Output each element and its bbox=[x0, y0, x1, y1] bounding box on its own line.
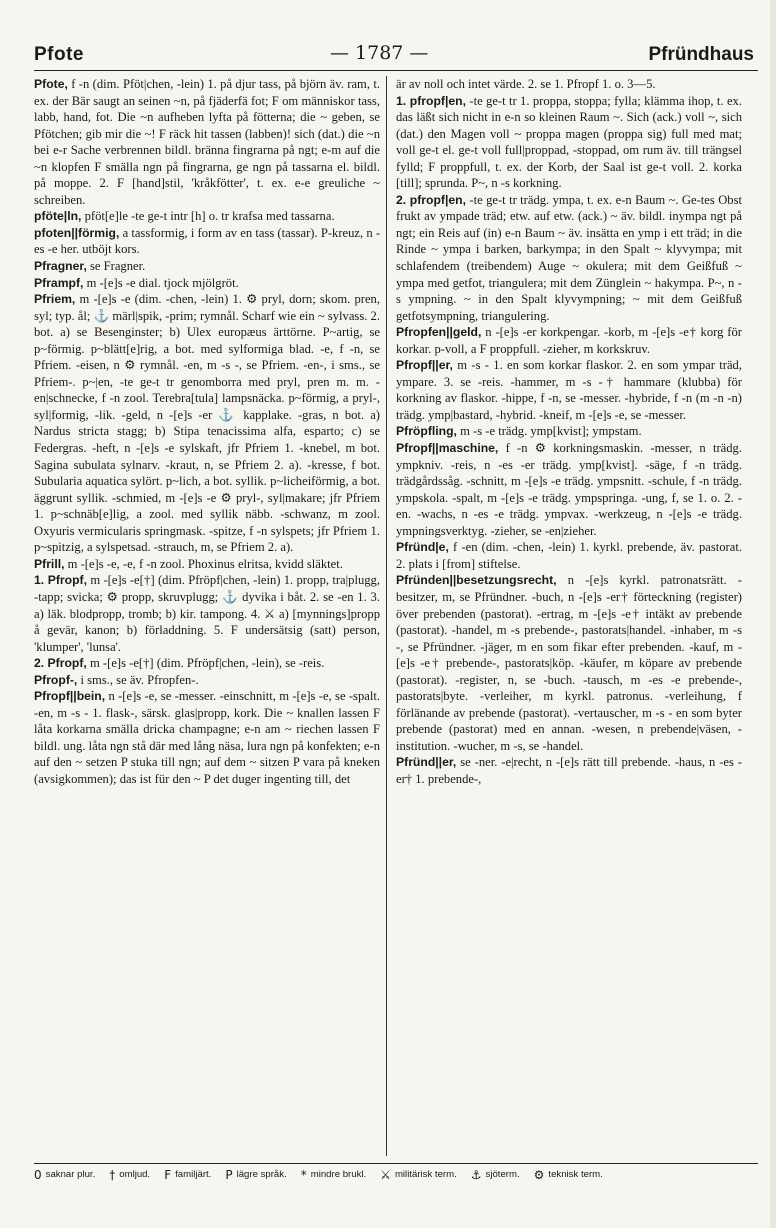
entry-headword: Pfründen||besetzungsrecht, bbox=[396, 573, 557, 588]
entry-headword: Pfropf-, bbox=[34, 672, 78, 687]
entry-headword: Pfröpfling, bbox=[396, 424, 457, 439]
header-rule bbox=[34, 70, 758, 71]
entry-definition: se -ner. -e|recht, n -[e]s rätt till prebende. -haus, n -es -er† 1. prebende-, bbox=[396, 755, 742, 786]
dictionary-entry bbox=[396, 440, 742, 539]
legend-symbol: * bbox=[300, 1168, 307, 1182]
entry-definition: -te ge-t tr 1. proppa, stoppa; fylla; klämma ihop, t. ex. das läßt sich nicht in e-n so kleinen Raum ~. Sich (ack.) voll ~, sich (dat.) den Magen voll ~ proppa magen (proppa sig) full med mat; voll ge-t el. ge-t voll full|proppad, -stoppad, om rum äv. till trängsel fylld; F proppfull, t. ex. der Korb, der Saal ist ge-t voll. 2. korka [till]; sprunda. P~, n -s korkning. bbox=[396, 93, 742, 191]
page-number: — 1787 — bbox=[330, 42, 429, 64]
entry-headword: 1. pfropf|en, bbox=[396, 93, 466, 108]
entry-headword: Pfropfen||geld, bbox=[396, 325, 482, 340]
footer-rule bbox=[34, 1163, 758, 1164]
entry-headword: 2. Pfropf, bbox=[34, 656, 87, 671]
dictionary-entry bbox=[396, 357, 742, 423]
entry-definition: pföt[e]le -te ge-t intr [h] o. tr krafsa med tassarna. bbox=[84, 209, 335, 224]
dictionary-entry bbox=[34, 655, 380, 672]
dictionary-entry bbox=[396, 93, 742, 192]
column-divider bbox=[386, 76, 387, 1156]
page-header bbox=[30, 34, 760, 68]
legend-item bbox=[225, 1168, 286, 1182]
dictionary-entry bbox=[34, 275, 380, 292]
legend-text: mindre brukl. bbox=[310, 1169, 367, 1180]
dictionary-entry bbox=[34, 572, 380, 655]
dictionary-entry bbox=[34, 688, 380, 787]
legend-symbol: P bbox=[225, 1168, 233, 1182]
entry-definition: a tassformig, i form av en tass (tassar). P-kreuz, n -es -e her. utböjt kors. bbox=[34, 225, 381, 257]
legend-text: saknar plur. bbox=[45, 1169, 96, 1180]
entry-definition: är av noll och intet värde. 2. se 1. Pfropf 1. o. 3—5. bbox=[396, 77, 656, 91]
entry-definition: f -en (dim. -chen, -lein) 1. kyrkl. prebende, äv. pastorat. 2. plats i [from] stiftelse. bbox=[396, 540, 742, 571]
legend-text: familjärt. bbox=[175, 1169, 212, 1180]
legend-item bbox=[534, 1168, 603, 1182]
entry-headword: 1. Pfropf, bbox=[34, 573, 87, 588]
dictionary-entry bbox=[34, 208, 380, 225]
entry-headword: Pfrill, bbox=[34, 556, 65, 571]
entry-definition: n -[e]s -e, se -messer. -einschnitt, m -[e]s -e, se -spalt. -en, m -s - 1. flask-, särsk. glas|propp, kork. Die ~ knallen lassen F låta korkarna smälla dricka champagne; e-n am ~ riechen lassen F bildl. ung. låta ngn stå där med lång näsa, lura ngn på konfekten; e-n auf den ~ setzen P stuka till ngn; auf dem ~ sitzen P vara på kneken (avsigkommen); das ist für den ~ P det duger ingenting till, det bbox=[34, 689, 380, 786]
legend-item bbox=[34, 1168, 95, 1182]
legend-item bbox=[109, 1168, 150, 1182]
legend-item bbox=[164, 1168, 211, 1182]
dictionary-entry bbox=[34, 291, 380, 556]
entry-headword: Pfründ||er, bbox=[396, 755, 457, 770]
entry-definition: m -[e]s -e dial. tjock mjölgröt. bbox=[86, 275, 239, 290]
dictionary-entry bbox=[396, 76, 742, 93]
legend-symbol: F bbox=[164, 1168, 172, 1182]
entry-headword: pfoten||förmig, bbox=[34, 225, 120, 240]
entry-headword: Pfragner, bbox=[34, 259, 87, 274]
legend-symbol: ⚓ bbox=[470, 1168, 482, 1182]
entry-definition: m -s -e trädg. ymp[kvist]; ympstam. bbox=[460, 424, 642, 439]
dictionary-entry bbox=[396, 754, 742, 787]
dictionary-entry bbox=[34, 672, 380, 689]
left-column bbox=[34, 76, 380, 788]
entry-definition: n -[e]s kyrkl. patronatsrätt. -besitzer, m, se Pfründner. -buch, n -[e]s -er† förteckning (register) över prebenden (pastorat). -ertrag, m -[e]s -e† intäkt av prebende (pastorat). -handel, m -s prebende-, pastorats|handel. -inhaber, m -s -, se Pfründner. -jäger, m en som fikar efter prebenden. -kauf, m -[e]s -e† prebende-, pastorats|köp. -käufer, m köpare av prebende (pastorat). -register, n, se -buch. -tausch, m -es -e prebende-, pastorats|byte. -verleiher, m kyrkl. patronus. -verleihung, f förlänande av prebende (pastorat). -vertauscher, m -s - en som byter prebende (pastorat) med en annan. -wesen, n prebende|väsen, -institution. -wucher, m -s, se -handel. bbox=[396, 573, 742, 753]
dictionary-entry bbox=[396, 539, 742, 572]
abbreviation-legend bbox=[34, 1168, 758, 1182]
dictionary-entry bbox=[34, 76, 380, 208]
legend-text: lägre språk. bbox=[236, 1169, 287, 1180]
right-column bbox=[396, 76, 742, 788]
entry-headword: Pfropf||er, bbox=[396, 358, 453, 373]
entry-headword: Pfropf||maschine, bbox=[396, 441, 499, 456]
entry-headword: Pfriem, bbox=[34, 292, 76, 307]
entry-headword: Pfropf||bein, bbox=[34, 689, 106, 704]
entry-headword: Pfründ|e, bbox=[396, 540, 449, 555]
legend-item bbox=[380, 1168, 457, 1182]
entry-definition: m -[e]s -e[†] (dim. Pfröpf|chen, -lein) 1. propp, tra|plugg, -tapp; svicka; ⚙ propp, skruvplugg; ⚓ dyvika i båt. 2. se -en 1. 3. a) läk. blodpropp, tromb; b) kir. tampong. 4. ⚔ a) [mynnings]propp å gevär, kanon; b) förladdning. 5. F undersätsig (satt) person, 'klumper', 'lunsa'. bbox=[34, 573, 380, 654]
legend-text: omljud. bbox=[119, 1169, 151, 1180]
dictionary-entry bbox=[396, 192, 742, 324]
entry-definition: m -[e]s -e[†] (dim. Pfröpf|chen, -lein), se -reis. bbox=[89, 656, 325, 671]
entry-headword: Pfote, bbox=[34, 77, 68, 91]
dictionary-entry bbox=[34, 225, 380, 258]
legend-text: militärisk term. bbox=[394, 1169, 457, 1180]
legend-symbol: ⚙ bbox=[533, 1168, 545, 1182]
guide-word-left: Pfote bbox=[34, 44, 84, 65]
legend-symbol: 0 bbox=[34, 1168, 42, 1182]
dictionary-entry bbox=[34, 556, 380, 573]
entry-definition: m -[e]s -e, -e, f -n zool. Phoxinus elritsa, kvidd släktet. bbox=[67, 556, 343, 571]
entry-headword: 2. pfropf|en, bbox=[396, 192, 467, 207]
dictionary-entry bbox=[396, 572, 742, 754]
entry-definition: -te ge-t tr trädg. ympa, t. ex. e-n Baum ~. Ge-tes Obst frukt av ympade träd; etw. auf etw. (ack.) ~ äv. bildl. inympa ngt på ngt; ein Reis auf (in) e-n Baum ~ äv. insätta en ymp i ett träd; in die Rinde ~ ympa i barken, barkympa; in den Spalt ~ klyvympa; mit schlafendem (treibendem) Auge ~ okulera; mit dem Geißfuß ~ ympa med getfot, triangulera; mit dem Zünglein ~ hakympa. P~, n -s ympning. ~ in den Spalt klyvympning; ~ mit dem Geißfuß getfotsympning, triangulering. bbox=[396, 192, 742, 323]
guide-word-right: Pfründhaus bbox=[648, 44, 754, 65]
entry-definition: f -n ⚙ korkningsmaskin. -messer, n trädg. ympkniv. -reis, n -es -er trädg. ymp[kvist]. -säge, f -n trädg. trädgårdssåg. -schnitt, m -[e]s -e trädg. ympsnitt. -schule, f -n trädg. ympskola. -spalt, m -[e]s -e trädg. ympspringa. -ung, f, se 1. o. 2. -en. -wachs, n -es -e trädg. ympvax. -werkzeug, n -[e]s -e trädg. ympningsverktyg. -zieher, se -en|zieher. bbox=[396, 441, 742, 538]
entry-definition: f -n (dim. Pföt|chen, -lein) 1. på djur tass, på björn äv. ram, t. ex. der Bär saugt an seinen ~n, på fjäderfä fot; F om människor tass, labb, hand, fot. Die ~n aufheben lyfta på fötterna; die ~ geben, se Pfötchen; gib mir die ~! F räck hit tassen (labben)! sich (dat.) die ~n bei e-r Sache verbrennen bildl. bränna fingrarna på ngt; e-m auf die ~n klopfen F smälla ngn på fingrarna, ge ngn på tassarna el. bildl. på moppe. 2. F [hand]stil, 'kråkfötter', t. ex. e-e greuliche ~ schreiben. bbox=[34, 77, 380, 207]
legend-text: sjöterm. bbox=[485, 1169, 520, 1180]
legend-symbol: ⚔ bbox=[380, 1168, 391, 1182]
legend-item bbox=[471, 1168, 520, 1182]
dictionary-entry bbox=[34, 258, 380, 275]
legend-symbol: † bbox=[109, 1168, 116, 1182]
entry-definition: se Fragner. bbox=[90, 259, 146, 274]
dictionary-entry bbox=[396, 324, 742, 357]
entry-headword: pföte|ln, bbox=[34, 209, 82, 224]
dictionary-entry bbox=[396, 423, 742, 440]
page-edge bbox=[770, 0, 776, 1228]
legend-text: teknisk term. bbox=[548, 1169, 603, 1180]
entry-definition: n -[e]s -er korkpengar. -korb, m -[e]s -e† korg för korkar. p-voll, a F proppfull. -zieher, m korkskruv. bbox=[396, 325, 742, 356]
entry-definition: m -s - 1. en som korkar flaskor. 2. en som ympar träd, ympare. 3. se -reis. -hammer, m -s -† hammare (klubba) för korkning av flaskor. -hippe, f -n, se -messer. -hybride, f -n (m -n -n) trädg. ymp|bastard, -hybrid. -kneif, m -[e]s -e, se -messer. bbox=[396, 358, 742, 422]
entry-definition: m -[e]s -e (dim. -chen, -lein) 1. ⚙ pryl, dorn; skom. pren, syl; typ. ål; ⚓ märl|spik, -prim; rymnål. Scharf wie ein ~ sylvass. 2. bot. a) se Besenginster; b) Ulex europæus ärttörne. P~artig, se p~förmig. p~blätt[e]rig, a bot. med sylformiga blad. -e, f -n, se Pfriem. -eisen, n ⚙ rymnål. -en, m -s -, se Pfriem. -en-, i sms., se Pfriem-. p~|en, -te ge-t tr genomborra med pryl, pren m. m. -en|schnecke, f -n zool. Terebra[tula] lampsnäcka. p~förmig, a pryl-, syl|formig, -lik. -geld, n -[e]s -er ⚓ kapplake. -gras, n bot. a) Nardus stricta stagg; b) Stipa tenacissima alfa, esparto; c) se Federgras. -heft, n -[e]s -e sylskaft, jfr Pfriem 1. -knebel, m bot. Sagina subulata sylnarv. -kraut, n, se Pfriem 2. a). -kresse, f bot. Subularia aquatica sylört. p~lich, a bot. syllik. p~licheiförmig, a bot. äggrunt syllik. -schmied, m -[e]s -e ⚙ pryl-, syl|makare; jfr Pfriem 1. p~schnäb[e]lig, a zool. med syllik näbb. -schwanz, m zool. Oxyuris vermicularis springmask. -spitze, f -n sylspets; jfr Pfriem 1. p~spitzig, a sylspetsad. -strauch, m, se Pfriem 2. a). bbox=[34, 292, 380, 555]
entry-definition: i sms., se äv. Pfropfen-. bbox=[80, 672, 199, 687]
legend-item bbox=[301, 1168, 366, 1182]
entry-headword: Pframpf, bbox=[34, 275, 84, 290]
